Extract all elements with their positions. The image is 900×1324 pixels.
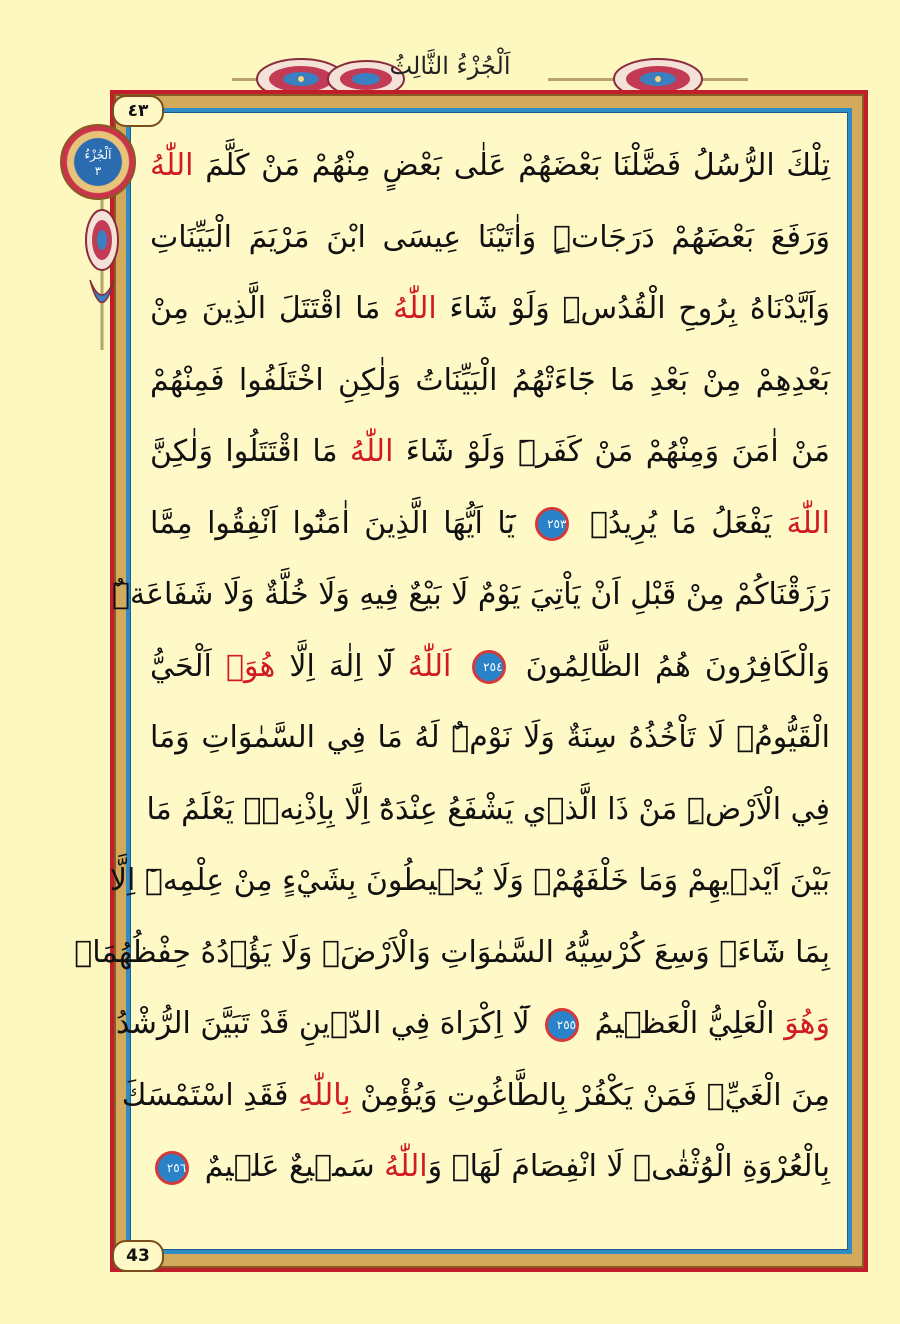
verse-text: سَم۪يعٌ عَل۪يمٌ [195,1149,385,1184]
verse-text: اَلْحَيُّ [150,648,226,684]
verse-text: وَاَيَّدْنَاهُ بِرُوحِ الْقُدُسِۜ وَلَوْ شَٓاءَ [436,291,830,326]
divine-name-word: اللّٰهُ [384,1149,428,1184]
juz-medallion-icon [60,124,136,200]
ayah-number-marker: ٢٥٦ [155,1151,189,1185]
verse-text: يَفْعَلُ مَا يُرِيدُ۟ [575,505,787,541]
text-line [150,702,830,774]
verse-text: مِنَ الْغَيِّۚ فَمَنْ يَكْفُرْ بِالطَّاغُوتِ وَيُؤْمِنْ [350,1077,830,1113]
verse-text: بَيْنَ اَيْد۪يهِمْ وَمَا خَلْفَهُمْۚ وَلَا يُح۪يطُونَ بِشَيْءٍ مِنْ عِلْمِه۪ٓ اِلَّا [109,863,830,898]
text-line [74,917,830,989]
verse-text: مَا اقْتَتَلَ الَّذِينَ مِنْ [150,291,394,326]
text-line [115,988,830,1060]
verse-text: بَعْدِهِمْ مِنْ بَعْدِ مَا جَٓاءَتْهُمُ الْبَيِّنَاتُ وَلٰكِنِ اخْتَلَفُوا فَمِنْهُمْ [150,362,830,398]
text-line [150,130,830,202]
text-line [150,1131,830,1203]
text-line [150,345,830,417]
text-line [150,273,830,345]
text-line [150,488,830,560]
page-number-bottom: 43 [112,1240,164,1272]
ayah-number-marker: ٢٥٥ [545,1008,579,1042]
divine-name-word: وَهُوَ [784,1006,830,1041]
juz-medallion-number: ٣ [94,164,102,178]
text-line [150,416,830,488]
page-number-top: ٤٣ [112,95,164,127]
divine-name-word: اَللّٰهُ [407,648,452,684]
text-line [150,631,830,703]
verse-text: وَرَفَعَ بَعْضَهُمْ دَرَجَاتٍۜ وَاٰتَيْنَا عِيسَى ابْنَ مَرْيَمَ الْبَيِّنَاتِ [150,219,830,255]
text-line [150,202,830,274]
side-ornament-icon [84,200,120,350]
juz-title: اَلْجُزْءُ الثَّالِثُ [389,52,511,80]
verse-text: فِي الْاَرْضِۜ مَنْ ذَا الَّذ۪ي يَشْفَعُ عِنْدَهُٓ اِلَّا بِاِذْنِه۪ۜ يَعْلَمُ مَا [146,791,830,827]
ayah-number-marker: ٢٥٣ [535,507,569,541]
divine-name-word: اللّٰهُ [349,434,394,469]
verse-text [451,649,465,684]
divine-name-word: اللّٰهُ [393,291,437,326]
text-line [109,845,830,917]
verse-text: لَٓا اِكْرَاهَ فِي الدّ۪ينِ قَدْ تَبَيَّنَ الرُّشْدُ [115,1006,540,1041]
text-line [112,559,830,631]
text-line [121,1060,830,1132]
divine-name-word: اللّٰهَ [786,505,831,541]
verse-text: فَقَدِ اسْتَمْسَكَ [121,1077,299,1113]
verse-text: الْعَلِيُّ الْعَظ۪يمُ [585,1006,785,1041]
divine-name-word: بِاللّٰهِ [298,1077,351,1113]
verse-text: بِالْعُرْوَةِ الْوُثْقٰىۗ لَا انْفِصَامَ لَهَاۜ وَ [427,1149,830,1184]
divine-name-word: اللّٰهُ [150,148,194,183]
verse-text: تِلْكَ الرُّسُلُ فَضَّلْنَا بَعْضَهُمْ عَلٰى بَعْضٍ مِنْهُمْ مَنْ كَلَّمَ [193,148,830,183]
verse-text: مَا اقْتَتَلُوا وَلٰكِنَّ [150,434,350,469]
text-line [146,774,830,846]
verse-text: مَنْ اٰمَنَ وَمِنْهُمْ مَنْ كَفَرَۜ وَلَوْ شَٓاءَ [393,434,830,469]
verse-text: لَٓا اِلٰهَ اِلَّا [275,648,408,684]
verse-text: بِمَا شَٓاءَۚ وَسِعَ كُرْسِيُّهُ السَّمٰوَاتِ وَالْاَرْضَۚ وَلَا يَؤُ۫دُهُ حِفْظُهُمَاۚ [74,934,830,970]
verse-text: يَٓا اَيُّهَا الَّذِينَ اٰمَنُٓوا اَنْفِقُوا مِمَّا [150,505,530,541]
verse-text: وَالْكَافِرُونَ هُمُ الظَّالِمُونَ [511,648,830,684]
verse-text: الْقَيُّومُۚ لَا تَاْخُذُهُ سِنَةٌ وَلَا نَوْمٌۜ لَهُ مَا فِي السَّمٰوَاتِ وَمَا [150,720,830,755]
verse-text: رَزَقْنَاكُمْ مِنْ قَبْلِ اَنْ يَاْتِيَ يَوْمٌ لَا بَيْعٌ فِيهِ وَلَا خُلَّةٌ وَلَا شَفَاعَةٌۜ [112,577,830,612]
ayah-number-marker: ٢٥٤ [472,650,506,684]
juz-medallion-label: اَلْجُزْءُ [84,148,112,162]
divine-name-word: هُوَۚ [225,648,276,684]
